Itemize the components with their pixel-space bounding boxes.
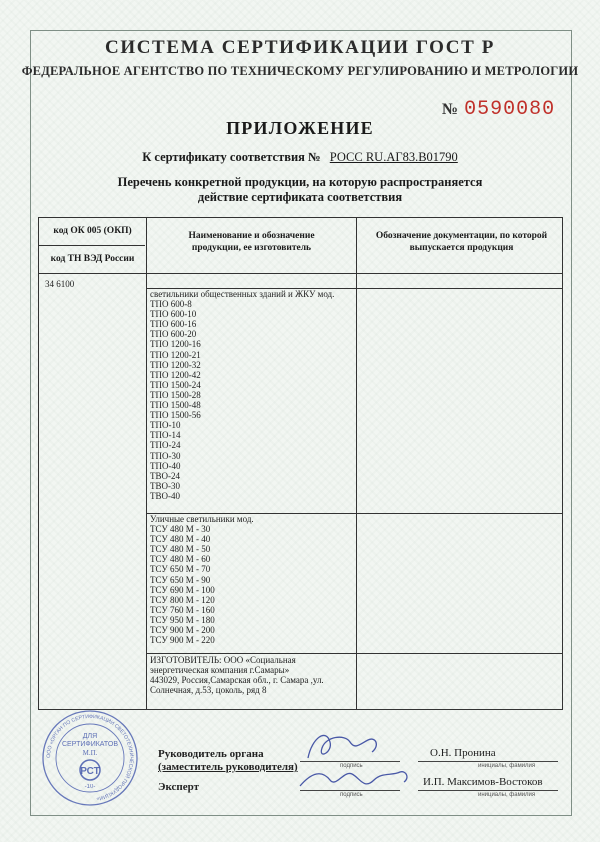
header-divider (39, 273, 562, 274)
column-divider-1 (146, 218, 147, 709)
product-group-2: Уличные светильники мод. ТСУ 480 М - 30 ТСУ 480 М - 40 ТСУ 480 М - 50 ТСУ 480 М - 60 ТСУ 650 М - 70 ТСУ 650 М - 90 ТСУ 690 М - 100 ТСУ 800 М - 120 ТСУ 760 М - 160 ТСУ 950 М - 180 ТСУ 900 М - 200 ТСУ 900 М - 220 (150, 514, 254, 646)
expert-name: И.П. Максимов-Востоков (423, 776, 543, 788)
stamp-ring-text: ООО «ОРГАН ПО СЕРТИФИКАЦИИ СВЕТОТЕХНИЧЕСКОЙ ПРОДУКЦИИ» (45, 713, 135, 802)
row-divider-manufacturer (146, 653, 562, 654)
code-header-divider (39, 245, 145, 246)
agency-title: ФЕДЕРАЛЬНОЕ АГЕНТСТВО ПО ТЕХНИЧЕСКОМУ РЕГУЛИРОВАНИЮ И МЕТРОЛОГИИ (21, 64, 579, 78)
product-group-1: светильники общественных зданий и ЖКУ мод. ТПО 600-8 ТПО 600-10 ТПО 600-16 ТПО 600-20 ТПО 1200-16 ТПО 1200-21 ТПО 1200-32 ТПО 1200-42 ТПО 1500-24 ТПО 1500-28 ТПО 1500-48 ТПО 1500-56 ТПО-10 ТПО-14 ТПО-24 ТПО-30 ТПО-40 ТВО-24 ТВО-30 ТВО-40 (150, 289, 335, 501)
head-signature-caption: подпись (340, 763, 363, 769)
products-table (38, 217, 563, 710)
svg-text:РСТ: РСТ (80, 766, 100, 777)
head-name-line (418, 761, 558, 762)
number-prefix: № (442, 101, 459, 118)
head-name-caption: инициалы, фамилия (478, 763, 536, 769)
head-role: Руководитель органа (158, 748, 264, 760)
certificate-number: РОСС RU.АГ83.В01790 (329, 150, 458, 164)
header-name: Наименование и обозначение продукции, ее изготовитель (188, 231, 315, 253)
head-role-sub: (заместитель руководителя) (158, 761, 298, 773)
header-code-tnved: код ТН ВЭД России (50, 254, 135, 264)
header-docs: Обозначение документации, по которой выпускается продукция (375, 231, 548, 253)
number-value: 0590080 (464, 98, 556, 121)
expert-name-line (418, 790, 558, 791)
product-list-line1: Перечень конкретной продукции, на которую распространяется (117, 175, 483, 189)
stamp (40, 708, 140, 808)
stamp-line1: ДЛЯ (82, 733, 98, 740)
head-signature-line (300, 761, 400, 762)
manufacturer-info: ИЗГОТОВИТЕЛЬ: ООО «Социальная энергетическая компания г.Самары» 443029, Россия,Самарская обл., г. Самара ,ул. Солнечная, д.53, цоколь, ряд 8 (150, 655, 324, 696)
header-code-okp: код ОК 005 (ОКП) (53, 226, 132, 236)
system-title: СИСТЕМА СЕРТИФИКАЦИИ ГОСТ Р (105, 37, 495, 58)
certificate-prefix: К сертификату соответствия № (142, 150, 321, 164)
expert-signature-line (300, 790, 400, 791)
product-list-line2: действие сертификата соответствия (197, 190, 403, 204)
stamp-number: -10- (84, 784, 96, 790)
stamp-outer-ring (43, 711, 137, 805)
product-code: 34 6100 (45, 279, 75, 289)
document-title: ПРИЛОЖЕНИЕ (226, 118, 374, 138)
stamp-line2: СЕРТИФИКАТОВ (61, 741, 119, 748)
expert-signature-caption: подпись (340, 792, 363, 798)
expert-name-caption: инициалы, фамилия (478, 792, 536, 798)
head-name: О.Н. Пронина (430, 747, 496, 759)
certificate-line (0, 150, 600, 165)
rst-mark-icon (80, 760, 100, 780)
column-divider-2 (356, 218, 357, 709)
product-list-heading (0, 175, 600, 205)
expert-role: Эксперт (158, 781, 200, 793)
stamp-mp: М.П. (82, 749, 98, 757)
